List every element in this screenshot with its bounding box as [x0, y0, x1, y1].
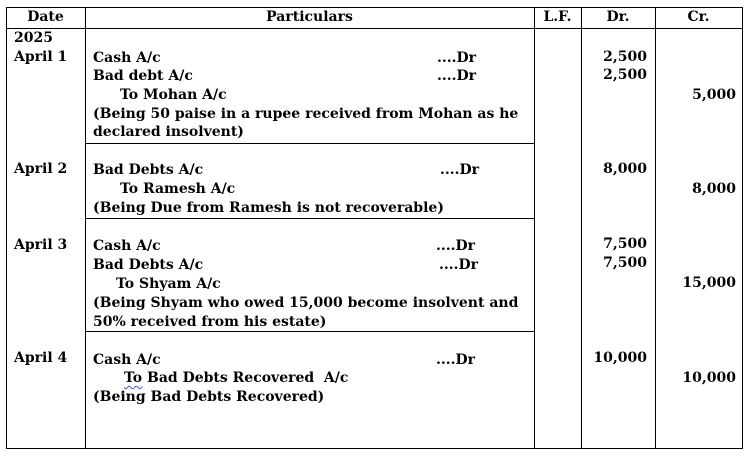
narration-line: (Being Bad Debts Recovered) [93, 389, 325, 405]
debit-account: Bad Debts A/c [93, 162, 204, 178]
narration-line: (Being 50 paise in a rupee received from Mohan as he [93, 106, 519, 122]
table-border-top [6, 7, 743, 8]
dr-amount: 2,500 [603, 67, 647, 83]
table-border-bottom [6, 448, 743, 449]
narration-line: declared insolvent) [93, 124, 244, 140]
dr-marker: ....Dr [436, 352, 476, 368]
entry-date: April 4 [14, 350, 68, 366]
spellcheck-underlined-word: To [124, 370, 143, 386]
entry-separator-2 [85, 218, 535, 219]
entry-date: April 1 [14, 49, 68, 65]
entry-date: April 2 [14, 161, 68, 177]
debit-account: Cash A/c [93, 238, 161, 254]
credit-account: To Mohan A/c [120, 87, 227, 103]
header-cr: Cr. [687, 9, 710, 25]
debit-account: Bad debt A/c [93, 68, 193, 84]
debit-account: Bad Debts A/c [93, 257, 204, 273]
column-divider-date [85, 7, 86, 449]
table-border-right [742, 7, 743, 449]
debit-account: Cash A/c [93, 352, 161, 368]
header-particulars: Particulars [266, 9, 353, 25]
header-dr: Dr. [606, 9, 630, 25]
debit-account: Cash A/c [93, 50, 161, 66]
dr-amount: 2,500 [603, 49, 647, 65]
dr-marker: ....Dr [436, 238, 476, 254]
cr-amount: 5,000 [692, 87, 736, 103]
cr-amount: 8,000 [692, 181, 736, 197]
narration-line: 50% received from his estate) [93, 314, 327, 330]
header-date: Date [27, 9, 64, 25]
cr-amount: 10,000 [682, 370, 736, 386]
entry-separator-1 [85, 143, 535, 144]
credit-account: To Shyam A/c [116, 276, 221, 292]
dr-amount: 10,000 [593, 350, 647, 366]
year-label: 2025 [14, 30, 53, 46]
dr-amount: 8,000 [603, 161, 647, 177]
credit-account-rest: Bad Debts Recovered A/c [142, 370, 349, 386]
narration-line: (Being Shyam who owed 15,000 become insolvent and [93, 295, 519, 311]
dr-amount: 7,500 [603, 255, 647, 271]
dr-amount: 7,500 [603, 236, 647, 252]
column-divider-particulars [534, 7, 535, 449]
table-border-left [6, 7, 7, 449]
entry-date: April 3 [14, 237, 68, 253]
dr-marker: ....Dr [439, 257, 479, 273]
cr-amount: 15,000 [682, 275, 736, 291]
narration-line: (Being Due from Ramesh is not recoverable) [93, 200, 444, 216]
credit-account: To Ramesh A/c [120, 181, 236, 197]
entry-separator-3 [85, 331, 535, 332]
dr-marker: ....Dr [440, 162, 480, 178]
header-lf: L.F. [543, 9, 572, 25]
dr-marker: ....Dr [437, 50, 477, 66]
credit-account [124, 370, 348, 387]
header-bottom-border [6, 28, 743, 29]
dr-marker: ....Dr [437, 68, 477, 84]
